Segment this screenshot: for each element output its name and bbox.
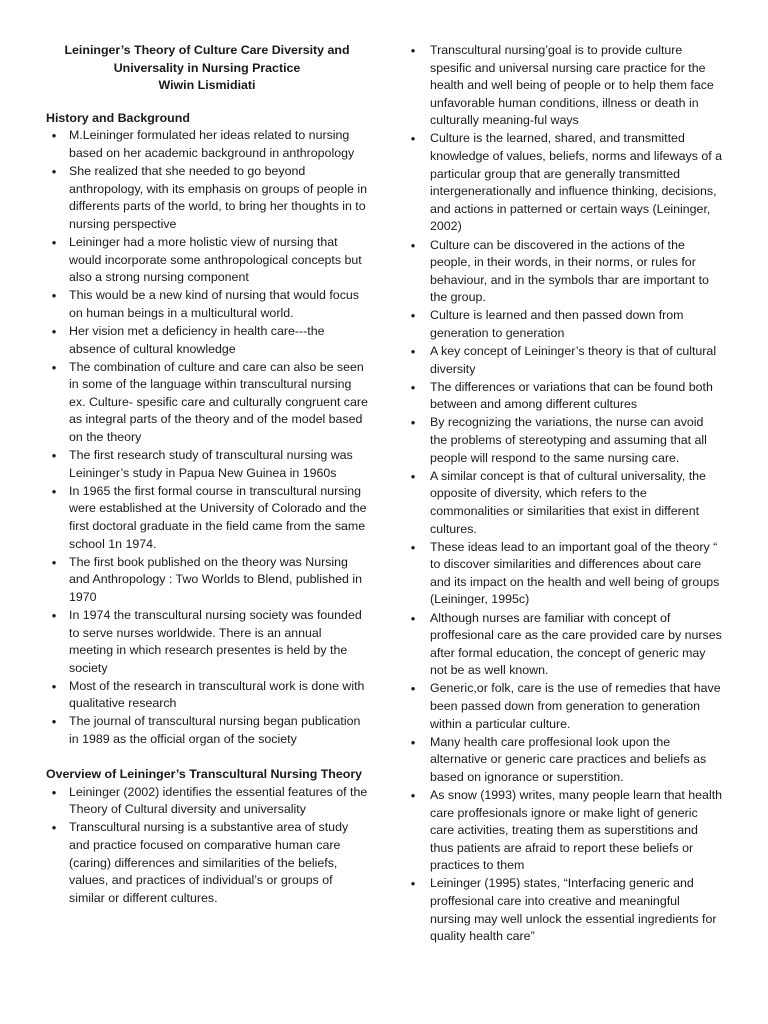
list-item-text: Generic,or folk, care is the use of remedies that have been passed down from generation to generation within a particular culture.	[430, 681, 721, 731]
list-item	[46, 607, 368, 677]
list-item-text: Leininger had a more holistic view of nursing that would incorporate some anthropological concepts but also a strong nursing component	[69, 234, 362, 285]
list-item	[405, 539, 723, 609]
document-title-line2: Universality in Nursing Practice	[113, 60, 301, 75]
left-column	[46, 42, 368, 908]
bullet-icon	[47, 127, 61, 146]
section-heading-overview: Overview of Leininger’s Transcultural Nursing Theory	[46, 767, 363, 782]
overview-list	[46, 784, 368, 908]
list-item-text: Transcultural nursing’goal is to provide culture spesific and universal nursing care practice for the health and well being of people or to help them face unfavorable human conditions, illness or death in culturally meaning-ful ways	[430, 43, 714, 128]
history-list	[46, 127, 368, 748]
list-item	[46, 554, 368, 607]
list-item-text: Culture can be discovered in the actions of the people, in their words, in their norms, or rules for behaviour, and in the symbols thar are important to the group.	[430, 237, 709, 305]
bullet-icon	[406, 42, 420, 61]
bullet-icon	[406, 610, 420, 629]
list-item-text: Her vision met a deficiency in health care---the absence of cultural knowledge	[69, 323, 325, 356]
bullet-icon	[406, 307, 420, 326]
list-item	[405, 610, 723, 680]
list-item-text: By recognizing the variations, the nurse can avoid the problems of stereotyping and assuming that all people will respond to the same nursing care.	[430, 415, 707, 465]
list-item-text: The differences or variations that can be found both between and among different cultures	[430, 379, 713, 412]
bullet-icon	[406, 237, 420, 256]
list-item-text: Although nurses are familiar with concept of proffesional care as the care provided care by nurses after formal education, the concept of generic may not be as well known.	[430, 610, 722, 678]
bullet-icon	[406, 379, 420, 398]
list-item	[405, 680, 723, 733]
list-item	[405, 787, 723, 875]
list-item	[46, 784, 368, 819]
list-item	[46, 127, 368, 162]
bullet-icon	[406, 787, 420, 806]
bullet-icon	[406, 875, 420, 894]
bullet-icon	[406, 414, 420, 433]
section-heading-history: History and Background	[46, 110, 190, 125]
list-item	[46, 819, 368, 907]
list-item-text: This would be a new kind of nursing that would focus on human beings in a multicultural world.	[69, 288, 359, 320]
title-block	[46, 42, 368, 95]
list-item-text: In 1965 the first formal course in transcultural nursing were established at the University of Colorado and the first doctoral graduate in the field came from the same school 1n 1974.	[69, 483, 367, 551]
bullet-icon	[406, 343, 420, 362]
bullet-icon	[47, 359, 61, 378]
bullet-icon	[47, 323, 61, 342]
right-column	[405, 42, 723, 946]
list-item	[405, 379, 723, 414]
list-item-text: In 1974 the transcultural nursing society was founded to serve nurses worldwide. There is an annual meeting in which research presentes is held by the society	[69, 607, 362, 675]
list-item	[46, 713, 368, 748]
list-item	[46, 163, 368, 233]
list-item-text: The combination of culture and care can also be seen in some of the language within transcultural nursing ex. Culture- spesific care and culturally congruent care as integral parts of the theory and of the model based on the theory	[69, 359, 368, 444]
bullet-icon	[47, 554, 61, 573]
list-item-text: The first book published on the theory was Nursing and Anthropology : Two Worlds to Blend, published in 1970	[69, 554, 362, 604]
list-item-text: Most of the research in transcultural work is done with qualitative research	[69, 678, 365, 711]
bullet-icon	[47, 784, 61, 803]
bullet-icon	[47, 483, 61, 502]
list-item-text: A key concept of Leininger’s theory is that of cultural diversity	[430, 344, 717, 376]
bullet-icon	[406, 130, 420, 149]
list-item-text: As snow (1993) writes, many people learn that health care proffesionals ignore or make light of generic care activities, treating them as superstitions and thus patients are afraid to report these beliefs or practices to them	[430, 787, 723, 873]
bullet-icon	[47, 819, 61, 838]
list-item-text: The journal of transcultural nursing began publication in 1989 as the official organ of the society	[69, 714, 361, 747]
bullet-icon	[406, 734, 420, 753]
bullet-icon	[406, 468, 420, 487]
bullet-icon	[47, 234, 61, 253]
concepts-list	[405, 42, 723, 946]
list-item	[46, 483, 368, 553]
list-item	[405, 414, 723, 467]
list-item-text: Culture is the learned, shared, and transmitted knowledge of values, beliefs, norms and lifeways of a particular group that are generally transmitted intergenerationally and influence thinking, decisions, and actions in patterned or certain ways (Leininger, 2002)	[430, 131, 723, 234]
bullet-icon	[406, 680, 420, 699]
list-item-text: Leininger (2002) identifies the essential features of the Theory of Cultural diversity and universality	[69, 784, 368, 817]
list-item	[46, 323, 368, 358]
section-spacer	[46, 749, 368, 766]
bullet-icon	[47, 713, 61, 732]
list-item	[405, 343, 723, 378]
list-item-text: A similar concept is that of cultural universality, the opposite of diversity, which refers to the commonalities or similarities that exist in different cultures.	[430, 468, 706, 536]
list-item	[405, 42, 723, 130]
bullet-icon	[47, 607, 61, 626]
bullet-icon	[47, 163, 61, 182]
list-item-text: These ideas lead to an important goal of the theory “ to discover similarities and differences about care and its impact on the health and well being of groups (Leininger, 1995c)	[430, 539, 720, 607]
list-item	[46, 678, 368, 713]
list-item-text: The first research study of transcultural nursing was Leininger’s study in Papua New Guinea in 1960s	[69, 448, 353, 480]
list-item	[405, 468, 723, 538]
list-item	[405, 875, 723, 945]
list-item-text: Culture is learned and then passed down from generation to generation	[430, 308, 684, 340]
bullet-icon	[406, 539, 420, 558]
document-author: Wiwin Lismidiati	[158, 78, 256, 93]
list-item	[405, 307, 723, 342]
list-item	[46, 359, 368, 447]
list-item-text: Leininger (1995) states, “Interfacing generic and proffesional care into creative and meaningful nursing may well unlock the essential ingredients for quality health care”	[430, 876, 717, 944]
bullet-icon	[47, 287, 61, 306]
list-item-text: She realized that she needed to go beyond anthropology, with its emphasis on groups of people in differents parts of the world, to bring her thoughts in to nursing perspective	[69, 164, 368, 231]
list-item	[405, 734, 723, 787]
list-item-text: Transcultural nursing is a substantive area of study and practice focused on comparative human care (caring) differences and similarities of the beliefs, values, and practices of individual’s or groups of similar or different cultures.	[69, 820, 349, 905]
list-item	[405, 237, 723, 307]
list-item	[405, 130, 723, 236]
list-item	[46, 234, 368, 287]
list-item	[46, 447, 368, 482]
list-item-text: M.Leininger formulated her ideas related to nursing based on her academic background in anthropology	[69, 128, 355, 160]
list-item	[46, 287, 368, 322]
bullet-icon	[47, 447, 61, 466]
bullet-icon	[47, 678, 61, 697]
list-item-text: Many health care proffesional look upon the alternative or generic care practices and beliefs as based on ignorance or superstition.	[430, 734, 707, 784]
document-title-line1: Leininger’s Theory of Culture Care Diversity and	[64, 43, 350, 57]
